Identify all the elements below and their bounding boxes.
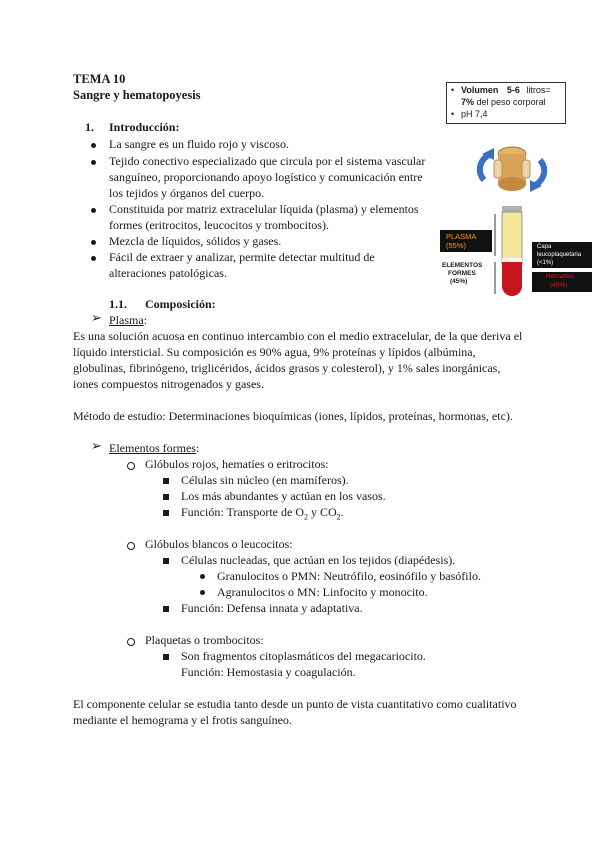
circle-bullet	[127, 542, 135, 550]
plasma-heading: Plasma	[109, 313, 144, 327]
blood-tube-icon	[492, 206, 532, 298]
subsection-title: Composición:	[145, 297, 216, 311]
list-item: Tejido conectivo especializado que circula por el sistema vascular	[109, 154, 426, 168]
volume-value: 5-6	[506, 85, 520, 95]
bullet-dot	[91, 143, 96, 148]
list-item: alteraciones patológicas.	[109, 266, 227, 280]
bullet-mark: •	[451, 85, 455, 95]
platelets-heading: Plaquetas o trombocitos:	[145, 633, 264, 647]
list-item: La sangre es un fluido rojo y viscoso.	[109, 137, 289, 151]
square-bullet	[163, 606, 169, 612]
section-title: Introducción:	[109, 120, 180, 134]
bullet-dot	[200, 574, 205, 579]
bullet-dot	[91, 240, 96, 245]
circle-bullet	[127, 638, 135, 646]
bullet-dot	[91, 160, 96, 165]
list-item: Granulocitos o PMN: Neutrófilo, eosinófilo y basófilo.	[217, 569, 481, 583]
blood-facts-box	[446, 82, 566, 124]
volume-unit: litros=	[526, 85, 551, 95]
arrow-bullet-icon: ➢	[91, 311, 102, 326]
list-item: Constituida por matriz extracelular líquida (plasma) y elementos	[109, 202, 419, 216]
formed-elements-heading: Elementos formes	[109, 441, 196, 455]
bullet-dot	[91, 256, 96, 261]
square-bullet	[163, 494, 169, 500]
list-item: los tejidos y órganos del cuerpo.	[109, 186, 265, 200]
list-item: Células sin núcleo (en mamíferos).	[181, 473, 349, 487]
circle-bullet	[127, 462, 135, 470]
percent-value: 7%	[461, 97, 475, 107]
square-bullet	[163, 558, 169, 564]
list-item: Son fragmentos citoplasmáticos del megacariocito.	[181, 649, 426, 663]
volume-label: Volumen	[461, 85, 499, 95]
list-item: Mezcla de líquidos, sólidos y gases.	[109, 234, 282, 248]
document-title: TEMA 10	[73, 72, 126, 86]
white-cells-function: Función: Defensa innata y adaptativa.	[181, 601, 363, 615]
arrow-bullet-icon: ➢	[91, 439, 102, 454]
list-item: Fácil de extraer y analizar, permite detectar multitud de	[109, 250, 375, 264]
bullet-dot	[91, 208, 96, 213]
platelets-function: Función: Hemostasia y coagulación.	[181, 665, 356, 679]
square-bullet	[163, 510, 169, 516]
bullet-dot	[200, 590, 205, 595]
percent-text: del peso corporal	[476, 97, 546, 107]
red-cells-function: Función: Transporte de $O_2$ y $CO_2$.	[181, 505, 344, 522]
square-bullet	[163, 478, 169, 484]
section-number: 1.	[85, 120, 94, 134]
centrifuge-icon	[476, 140, 548, 202]
list-item: formes (eritrocitos, leucocitos y trombocitos).	[109, 218, 329, 232]
buffy-coat-label-box: Capa leucoplaquetaria (<1%)	[532, 242, 592, 268]
bullet-mark: •	[451, 109, 455, 119]
plasma-label-box: PLASMA (55%)	[440, 230, 492, 252]
list-item: Células nucleadas, que actúan en los tejidos (diapédesis).	[181, 553, 456, 567]
list-item: Los más abundantes y actúan en los vasos.	[181, 489, 386, 503]
white-cells-heading: Glóbulos blancos o leucocitos:	[145, 537, 293, 551]
ph-value: pH 7,4	[461, 109, 488, 119]
study-method-text: Método de estudio: Determinaciones bioquímicas (iones, lípidos, proteínas, hormonas, etc).	[73, 409, 513, 423]
list-item: Agranulocitos o MN: Linfocito y monocito.	[217, 585, 428, 599]
list-item: sanguíneo, proporcionando apoyo logístico y comunicación entre	[109, 170, 423, 184]
red-cells-label-box: Hematíes (45%)	[532, 272, 592, 292]
elements-label: ELEMENTOS FORMES (45%)	[442, 262, 483, 285]
subsection-number: 1.1.	[109, 297, 127, 311]
document-subtitle: Sangre y hematopoyesis	[73, 88, 201, 102]
square-bullet	[163, 654, 169, 660]
red-cells-heading: Glóbulos rojos, hematíes o eritrocitos:	[145, 457, 329, 471]
